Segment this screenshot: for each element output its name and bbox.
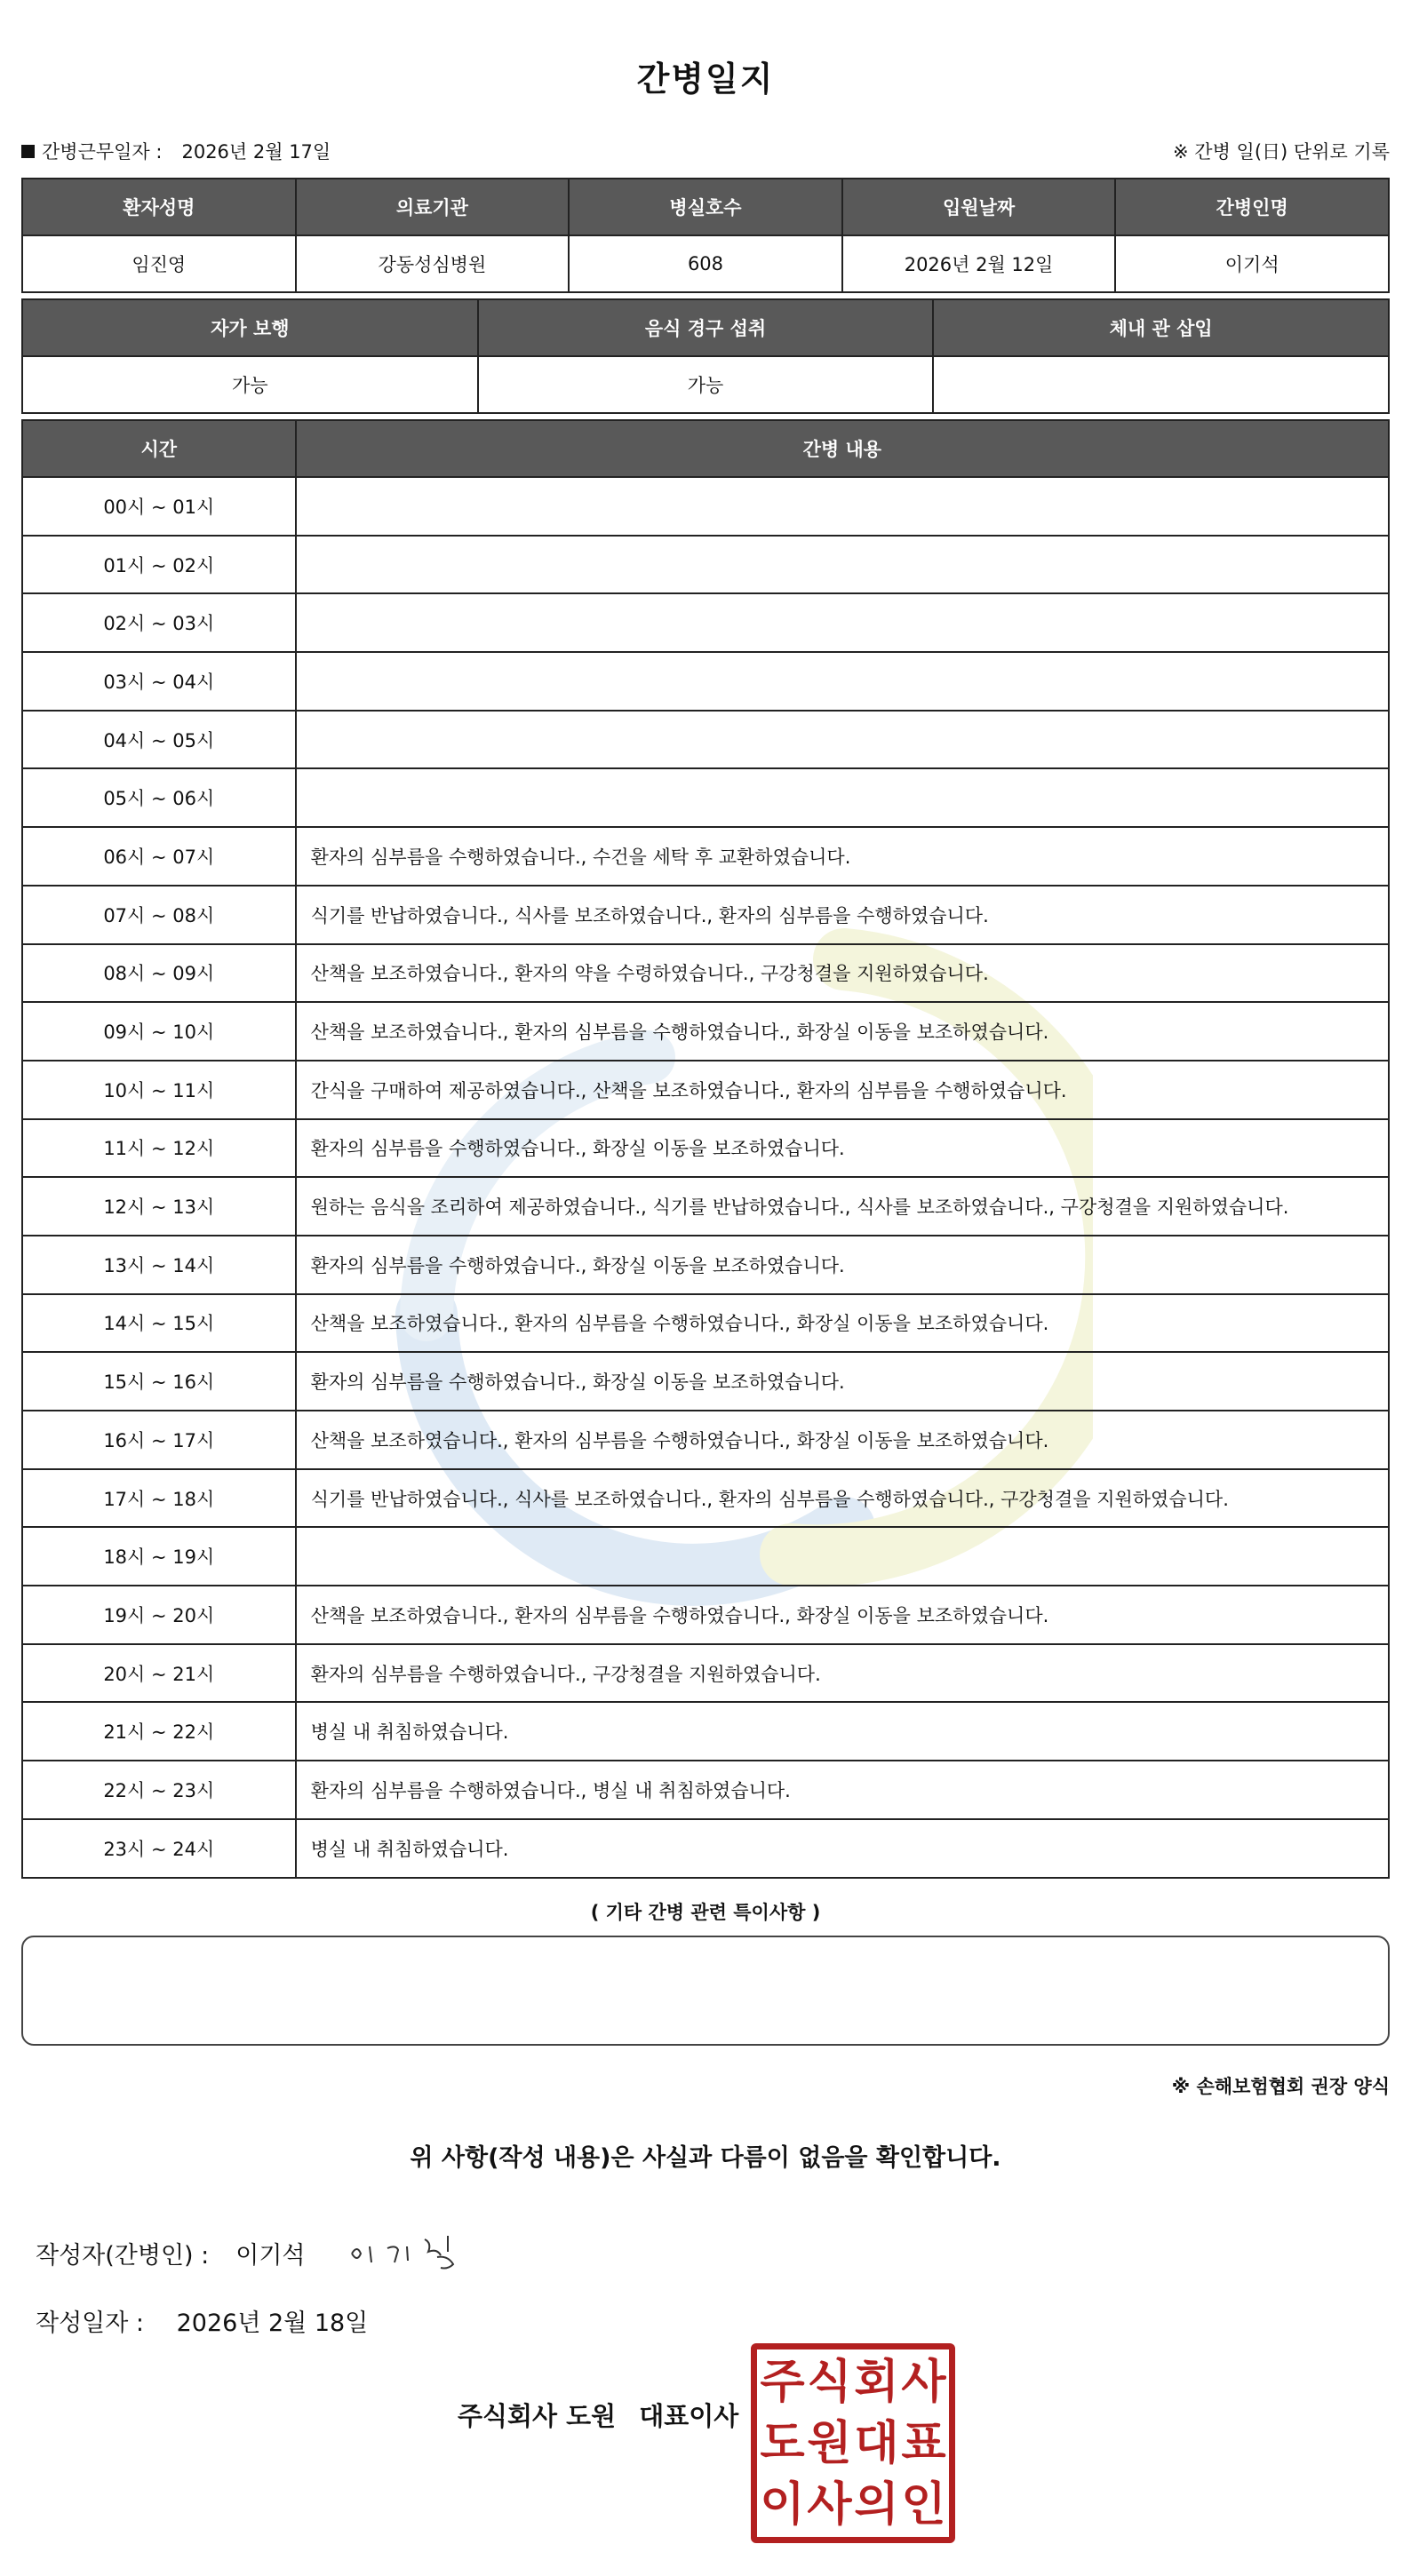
time-slot: 23시 ~ 24시 [22,1819,296,1878]
table-header-row [22,299,1389,356]
company-name [458,2397,738,2433]
care-log-body [22,477,1389,1878]
patient-name: 임진영 [22,235,296,292]
time-slot: 05시 ~ 06시 [22,768,296,827]
time-slot: 01시 ~ 02시 [22,536,296,594]
care-content: 환자의 심부름을 수행하였습니다., 화장실 이동을 보조하였습니다. [296,1236,1389,1294]
time-slot: 04시 ~ 05시 [22,711,296,769]
table-row [22,944,1389,1003]
table-row [22,1352,1389,1411]
table-row [22,1294,1389,1353]
company-seal-icon [751,2343,955,2543]
header-cell: 병실호수 [569,179,842,235]
seal-char: 식 [807,2355,852,2409]
caregiver-name: 이기석 [1115,235,1389,292]
time-slot: 10시 ~ 11시 [22,1061,296,1119]
table-row [22,1177,1389,1236]
time-slot: 06시 ~ 07시 [22,827,296,886]
writer-name: 이기석 [235,2242,306,2270]
table-row [22,1644,1389,1703]
remarks-title: ( 기타 간병 관련 특이사항 ) [590,1901,821,1923]
header-cell: 음식 경구 섭취 [478,299,934,356]
seal-char: 주 [760,2355,805,2409]
written-date-label: 작성일자 : [36,2309,145,2337]
header-cell: 간병인명 [1115,179,1389,235]
care-content: 식기를 반납하였습니다., 식사를 보조하였습니다., 환자의 심부름을 수행하였습니다., 구강청결을 지원하였습니다. [296,1469,1389,1528]
written-date-value: 2026년 2월 18일 [176,2309,369,2337]
time-slot: 08시 ~ 09시 [22,944,296,1003]
care-content: 환자의 심부름을 수행하였습니다., 병실 내 취침하였습니다. [296,1761,1389,1819]
table-row [22,1527,1389,1586]
page-title: 간병일지 [636,60,775,99]
time-slot: 02시 ~ 03시 [22,593,296,652]
time-slot: 17시 ~ 18시 [22,1469,296,1528]
table-row [22,1002,1389,1061]
seal-char: 도 [760,2416,805,2470]
care-content [296,768,1389,827]
table-row [22,356,1389,413]
patient-info-table [21,178,1390,293]
care-content [296,536,1389,594]
care-content: 산책을 보조하였습니다., 환자의 심부름을 수행하였습니다., 화장실 이동을 보조하였습니다. [296,1586,1389,1644]
header-cell: 시간 [22,420,296,477]
writer-label: 작성자(간병인) : [36,2242,210,2270]
seal-char: 회 [854,2355,899,2409]
hospital-name: 강동성심병원 [296,235,570,292]
care-content: 환자의 심부름을 수행하였습니다., 화장실 이동을 보조하였습니다. [296,1352,1389,1411]
care-content: 산책을 보조하였습니다., 환자의 약을 수령하였습니다., 구강청결을 지원하였습니다. [296,944,1389,1003]
meta-line [21,129,1390,173]
care-content: 간식을 구매하여 제공하였습니다., 산책을 보조하였습니다., 환자의 심부름을 수행하였습니다. [296,1061,1389,1119]
table-row [22,1702,1389,1761]
time-slot: 07시 ~ 08시 [22,886,296,944]
table-row [22,1586,1389,1644]
unit-note: ※ 간병 일(日) 단위로 기록 [1173,141,1390,163]
header-cell: 자가 보행 [22,299,478,356]
time-slot: 09시 ~ 10시 [22,1002,296,1061]
work-date [21,138,331,164]
time-slot: 21시 ~ 22시 [22,1702,296,1761]
header-cell: 체내 관 삽입 [933,299,1389,356]
header-cell: 간병 내용 [296,420,1389,477]
time-slot: 14시 ~ 15시 [22,1294,296,1353]
care-content: 환자의 심부름을 수행하였습니다., 화장실 이동을 보조하였습니다. [296,1119,1389,1178]
seal-char: 사 [807,2477,852,2532]
time-slot: 18시 ~ 19시 [22,1527,296,1586]
ceo-title: 대표이사 [639,2401,739,2431]
walking-status: 가능 [22,356,478,413]
table-row [22,593,1389,652]
care-content [296,1527,1389,1586]
time-slot: 22시 ~ 23시 [22,1761,296,1819]
square-bullet-icon [21,145,35,158]
care-content [296,477,1389,536]
care-content: 환자의 심부름을 수행하였습니다., 구강청결을 지원하였습니다. [296,1644,1389,1703]
header-cell: 의료기관 [296,179,570,235]
time-slot: 16시 ~ 17시 [22,1411,296,1469]
table-row [22,827,1389,886]
table-row [22,1469,1389,1528]
header-cell: 입원날짜 [842,179,1116,235]
seal-char: 사 [901,2355,946,2409]
care-content: 산책을 보조하였습니다., 환자의 심부름을 수행하였습니다., 화장실 이동을 보조하였습니다. [296,1002,1389,1061]
remarks-box [21,1936,1390,2046]
care-content: 환자의 심부름을 수행하였습니다., 수건을 세탁 후 교환하였습니다. [296,827,1389,886]
care-content: 원하는 음식을 조리하여 제공하였습니다., 식기를 반납하였습니다., 식사를 보조하였습니다., 구강청결을 지원하였습니다. [296,1177,1389,1236]
company-block [0,2343,1411,2548]
care-content: 병실 내 취침하였습니다. [296,1819,1389,1878]
table-row [22,886,1389,944]
care-content [296,593,1389,652]
writer-line [21,2234,1390,2273]
table-header-row [22,179,1389,235]
time-slot: 15시 ~ 16시 [22,1352,296,1411]
seal-char: 이 [760,2477,805,2532]
time-slot: 19시 ~ 20시 [22,1586,296,1644]
work-date-value: 2026년 2월 17일 [181,141,331,163]
time-slot: 12시 ~ 13시 [22,1177,296,1236]
confirm-statement: 위 사항(작성 내용)은 사실과 다름이 없음을 확인합니다. [410,2143,1001,2172]
signature-icon [345,2227,487,2280]
header-cell: 환자성명 [22,179,296,235]
seal-char: 인 [901,2477,946,2532]
table-row [22,1411,1389,1469]
care-log-table [21,419,1390,1879]
patient-status-table [21,298,1390,414]
tube-insertion-status [933,356,1389,413]
care-content: 병실 내 취침하였습니다. [296,1702,1389,1761]
seal-char: 원 [807,2416,852,2470]
recommend-note: ※ 손해보험협회 권장 양식 [1171,2075,1390,2097]
written-date-line [21,2303,1390,2342]
time-slot: 13시 ~ 14시 [22,1236,296,1294]
table-row [22,652,1389,711]
time-slot: 11시 ~ 12시 [22,1119,296,1178]
table-row [22,1761,1389,1819]
table-row [22,1819,1389,1878]
table-row [22,1061,1389,1119]
admission-date: 2026년 2월 12일 [842,235,1116,292]
oral-intake-status: 가능 [478,356,934,413]
seal-char: 표 [901,2416,946,2470]
table-row [22,235,1389,292]
seal-char: 의 [854,2477,899,2532]
work-date-label: 간병근무일자 : [42,141,163,163]
time-slot: 00시 ~ 01시 [22,477,296,536]
table-row [22,768,1389,827]
care-content [296,652,1389,711]
table-row [22,1236,1389,1294]
company-name-text: 주식회사 도원 [458,2401,617,2431]
table-row [22,477,1389,536]
seal-char: 대 [854,2416,899,2470]
care-content [296,711,1389,769]
time-slot: 20시 ~ 21시 [22,1644,296,1703]
table-row [22,536,1389,594]
table-row [22,711,1389,769]
room-number: 608 [569,235,842,292]
care-content: 식기를 반납하였습니다., 식사를 보조하였습니다., 환자의 심부름을 수행하였습니다. [296,886,1389,944]
time-slot: 03시 ~ 04시 [22,652,296,711]
table-row [22,1119,1389,1178]
care-content: 산책을 보조하였습니다., 환자의 심부름을 수행하였습니다., 화장실 이동을 보조하였습니다. [296,1294,1389,1353]
care-content: 산책을 보조하였습니다., 환자의 심부름을 수행하였습니다., 화장실 이동을 보조하였습니다. [296,1411,1389,1469]
table-header-row [22,420,1389,477]
